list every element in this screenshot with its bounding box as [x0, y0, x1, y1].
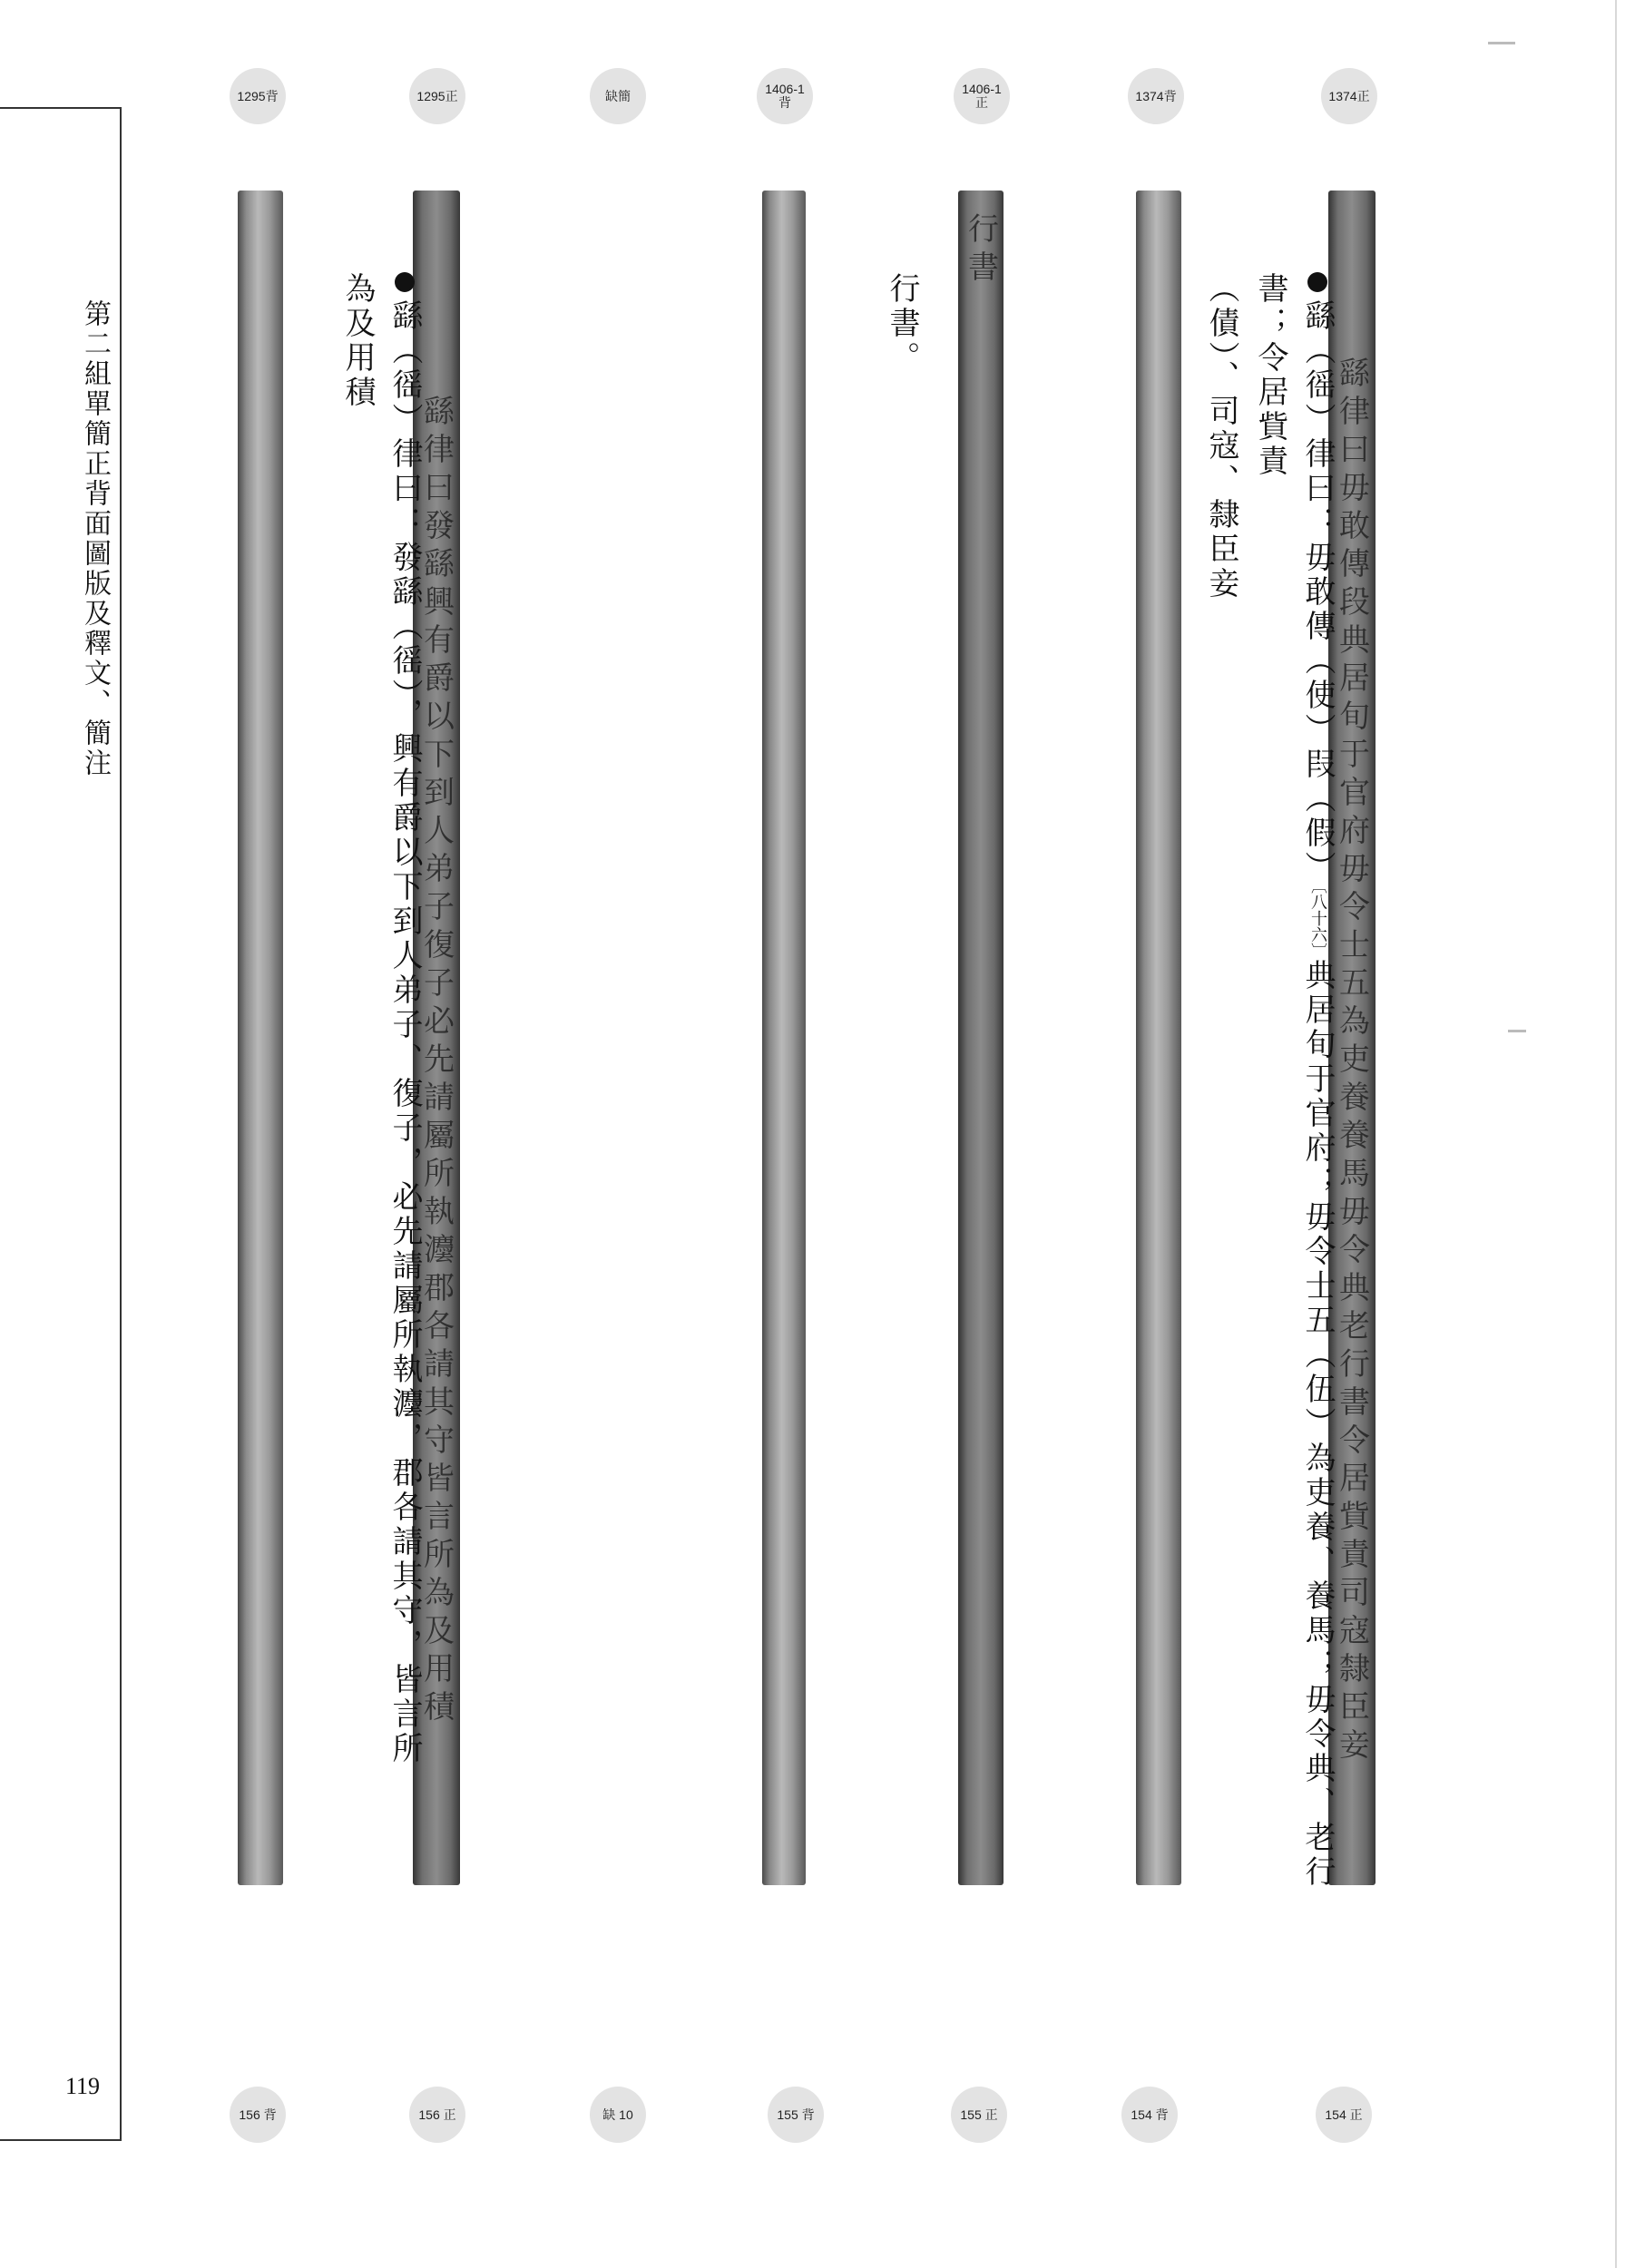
- label-1295-front: 1295正: [409, 68, 465, 124]
- label-156-front: 156 正: [409, 2087, 465, 2143]
- transcription-154-col1: 繇（徭）律曰：毋敢傳（使）叚（假）〔八十六〕典居旬于官府；毋令士五（伍）為吏養、養馬；毋令典、老行書；令居貲責: [1252, 272, 1336, 1890]
- slip-1374-front-writing: 繇律曰毋敢傳段典居旬于官府毋令士五為吏養養馬毋令典老行書令居貲責司寇隸臣妾: [1333, 357, 1370, 1766]
- slip-1295-back: [238, 191, 283, 1885]
- transcription-155: 行書。: [884, 272, 920, 376]
- label-missing-slip: 缺簡: [590, 68, 646, 124]
- label-155-front: 155 正: [951, 2087, 1007, 2143]
- page-number: 119: [65, 2073, 101, 2099]
- label-1374-front: 1374正: [1321, 68, 1377, 124]
- slip-1406-1-front: [958, 191, 1004, 1885]
- label-1406-1-front: 1406-1 正: [954, 68, 1010, 124]
- label-1374-back: 1374背: [1128, 68, 1184, 124]
- scan-speck: [1488, 42, 1515, 44]
- slip-1374-back: [1136, 191, 1181, 1885]
- slip-1406-1-back: [762, 191, 806, 1885]
- label-156-back: 156 背: [230, 2087, 286, 2143]
- label-1295-back: 1295背: [230, 68, 286, 124]
- transcription-156: 繇（徭）律曰：發繇（徭），興有爵以下到人弟子、復子，必先請屬所執灋，郡各請其守，皆言所為及用積: [339, 272, 423, 1766]
- slip-1406-1-front-writing: 行書: [962, 212, 999, 288]
- side-title: 第二組單簡正背面圖版及釋文、簡注: [79, 299, 111, 778]
- label-154-back: 154 背: [1121, 2087, 1178, 2143]
- bullet-icon: [1307, 272, 1327, 292]
- label-missing-10: 缺 10: [590, 2087, 646, 2143]
- page-edge: [1615, 0, 1617, 2268]
- transcription-154-col2: （債）、司寇、隸臣妾: [1203, 272, 1239, 601]
- bullet-icon: [395, 272, 415, 292]
- label-154-front: 154 正: [1316, 2087, 1372, 2143]
- note-marker: 〔八十六〕: [1308, 885, 1327, 959]
- label-155-back: 155 背: [768, 2087, 824, 2143]
- scan-speck: [1508, 1030, 1526, 1032]
- slip-1295-front-writing: 繇律曰發繇興有爵以下到人弟子復子必先請屬所執灋郡各請其守皆言所為及用積: [417, 395, 455, 1728]
- label-1406-1-back: 1406-1 背: [757, 68, 813, 124]
